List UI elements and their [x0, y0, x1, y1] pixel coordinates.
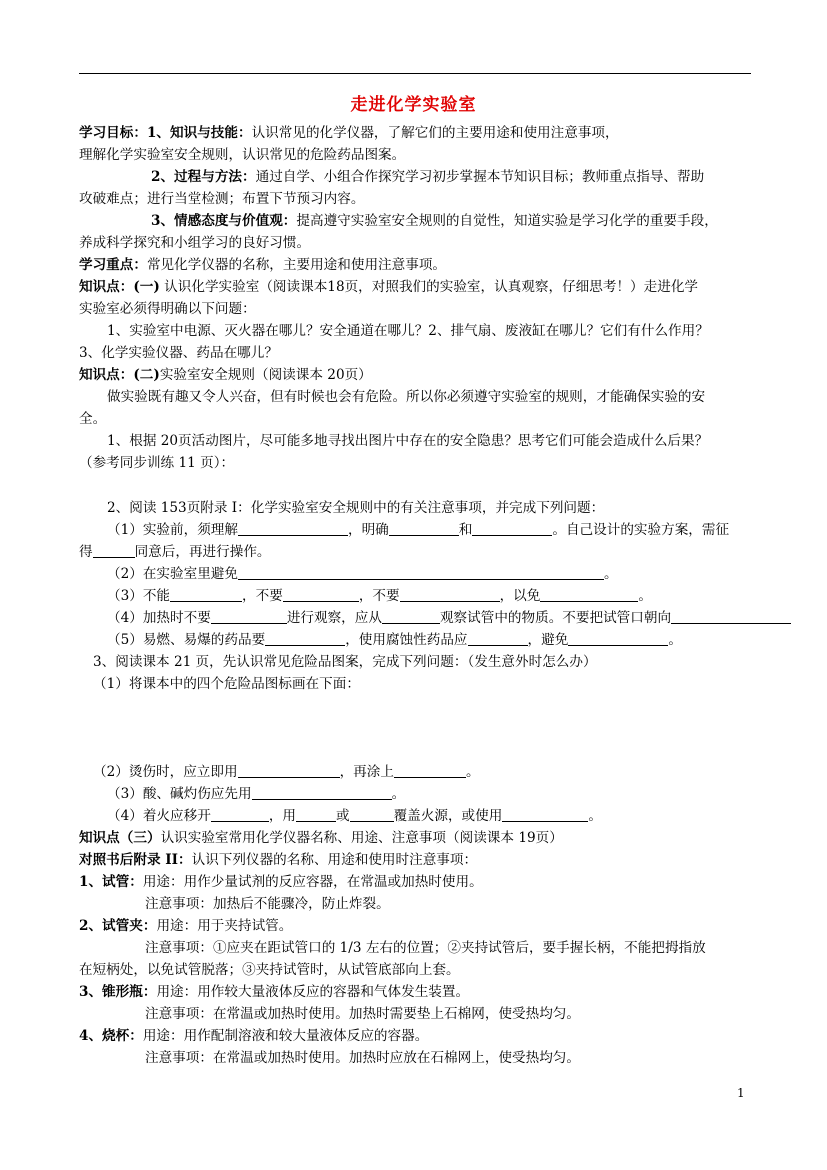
fill-item-5: （5）易燃、易爆的药品要 ，使用腐蚀性药品应 ，避免 。: [107, 632, 682, 648]
fill-item-fire: （4）着火应移开 ，用 或 覆盖火源，或使用 。: [107, 808, 602, 824]
question-list-line-1: 1、实验室中电源、灭火器在哪儿？安全通道在哪儿？2、排气扇、废液缸在哪儿？它们有什么作用？: [107, 323, 709, 339]
beaker-usage: 4、烧杯：用途：用作配制溶液和较大量液体反应的容器。: [79, 1028, 429, 1044]
knowledge-point-3-line: 知识点（三）认识实验室常用化学仪器名称、用途、注意事项（阅读课本 19页）: [79, 830, 563, 846]
blank[interactable]: [350, 807, 394, 822]
attitude-line-2: 养成科学探究和小组学习的良好习惯。: [79, 235, 311, 251]
blank[interactable]: [394, 763, 466, 778]
blank[interactable]: [265, 631, 345, 646]
beaker-notes: 注意事项：在常温或加热时使用。加热时应放在石棉网上，使受热均匀。: [145, 1050, 580, 1066]
blank[interactable]: [568, 631, 668, 646]
blank[interactable]: [502, 807, 588, 822]
blank[interactable]: [252, 785, 392, 800]
page-title: 走进化学实验室: [350, 95, 477, 115]
page-number: 1: [737, 1086, 745, 1100]
header-rule: [79, 73, 751, 74]
blank[interactable]: [93, 543, 135, 558]
blank[interactable]: [472, 521, 552, 536]
blank[interactable]: [382, 609, 440, 624]
activity-question-line-2: （参考同步训练 11 页）：: [79, 455, 235, 471]
fill-item-acid: （3）酸、碱灼伤应先用 。: [107, 786, 406, 802]
process-method-line-1: 2、过程与方法：通过自学、小组合作探究学习初步掌握本节知识目标；教师重点指导、帮助: [151, 169, 705, 185]
attitude-line-1: 3、情感态度与价值观：提高遵守实验室安全规则的自觉性，知道实验是学习化学的重要手段，: [151, 213, 718, 229]
blank[interactable]: [238, 521, 348, 536]
blank[interactable]: [400, 587, 500, 602]
blank[interactable]: [211, 609, 287, 624]
flask-usage: 3、锥形瓶：用途：用作较大量液体反应的容器和气体发生装置。: [79, 984, 470, 1000]
blank[interactable]: [296, 807, 336, 822]
blank[interactable]: [211, 807, 269, 822]
fill-item-2: （2）在实验室里避免 。: [107, 566, 618, 582]
fill-item-1-cont: 得 同意后，再进行操作。: [79, 544, 271, 560]
learning-goal-line-1: 学习目标：1、知识与技能：认识常见的化学仪器，了解它们的主要用途和使用注意事项，: [79, 125, 619, 141]
tube-holder-notes-2: 在短柄处，以免试管脱落；③夹持试管时，从试管底部向上套。: [79, 962, 460, 978]
fill-item-1: （1）实验前，须理解 ，明确 和 。自己设计的实验方案，需征: [107, 522, 730, 538]
learning-goal-line-2: 理解化学实验室安全规则，认识常见的危险药品图案。: [79, 147, 406, 163]
blank[interactable]: [468, 631, 528, 646]
fill-item-burn: （2）烫伤时，应立即用 ，再涂上 。: [93, 764, 480, 780]
question-list-line-2: 3、化学实验仪器、药品在哪儿？: [79, 345, 278, 361]
fill-item-4: （4）加热时不要 进行观察，应从 观察试管中的物质。不要把试管口朝向: [107, 608, 791, 628]
knowledge-point-1-line-2: 实验室必须得明确以下问题：: [79, 301, 256, 317]
hazard-question-line: 3、阅读课本 21 页，先认识常见危险品图案，完成下列问题：（发生意外时怎么办）: [93, 654, 597, 670]
blank[interactable]: [540, 587, 638, 602]
process-method-line-2: 攻破难点；进行当堂检测；布置下节预习内容。: [79, 191, 365, 207]
blank[interactable]: [283, 587, 359, 602]
key-points-line: 学习重点：常见化学仪器的名称，主要用途和使用注意事项。: [79, 257, 447, 273]
flask-notes: 注意事项：在常温或加热时使用。加热时需要垫上石棉网，使受热均匀。: [145, 1006, 580, 1022]
blank[interactable]: [170, 587, 242, 602]
blank[interactable]: [238, 763, 340, 778]
tube-holder-usage: 2、试管夹：用途：用于夹持试管。: [79, 918, 293, 934]
safety-intro-line-1: 做实验既有趣又令人兴奋，但有时候也会有危险。所以你必须遵守实验室的规则，才能确保实验的安: [107, 389, 706, 405]
blank[interactable]: [671, 609, 791, 624]
blank[interactable]: [238, 565, 604, 580]
appendix-2-line: 对照书后附录 II：认识下列仪器的名称、用途和使用时注意事项：: [79, 852, 478, 868]
safety-intro-line-2: 全。: [79, 411, 107, 427]
appendix-question-line: 2、阅读 153页附录 I：化学实验室安全规则中的有关注意事项，并完成下列问题：: [107, 500, 605, 516]
tube-holder-notes-1: 注意事项：①应夹在距试管口的 1/3 左右的位置；②夹持试管后，要手握长柄，不能把拇指放: [145, 940, 706, 956]
fill-item-3: （3）不能 ，不要 ，不要 ，以免 。: [107, 588, 652, 604]
hazard-icons-instruction: （1）将课本中的四个危险品图标画在下面：: [93, 676, 360, 692]
knowledge-point-2-line: 知识点：(二)实验室安全规则（阅读课本 20页）: [79, 367, 372, 383]
test-tube-usage: 1、试管：用途：用作少量试剂的反应容器，在常温或加热时使用。: [79, 874, 483, 890]
blank[interactable]: [389, 521, 459, 536]
knowledge-point-1-line-1: 知识点：(一) 认识化学实验室（阅读课本18页，对照我们的实验室，认真观察，仔细思考！）走进化学: [79, 279, 699, 295]
test-tube-notes: 注意事项：加热后不能骤冷，防止炸裂。: [145, 896, 390, 912]
activity-question-line-1: 1、根据 20页活动图片，尽可能多地寻找出图片中存在的安全隐患？思考它们可能会造成什么后果？: [107, 433, 709, 449]
